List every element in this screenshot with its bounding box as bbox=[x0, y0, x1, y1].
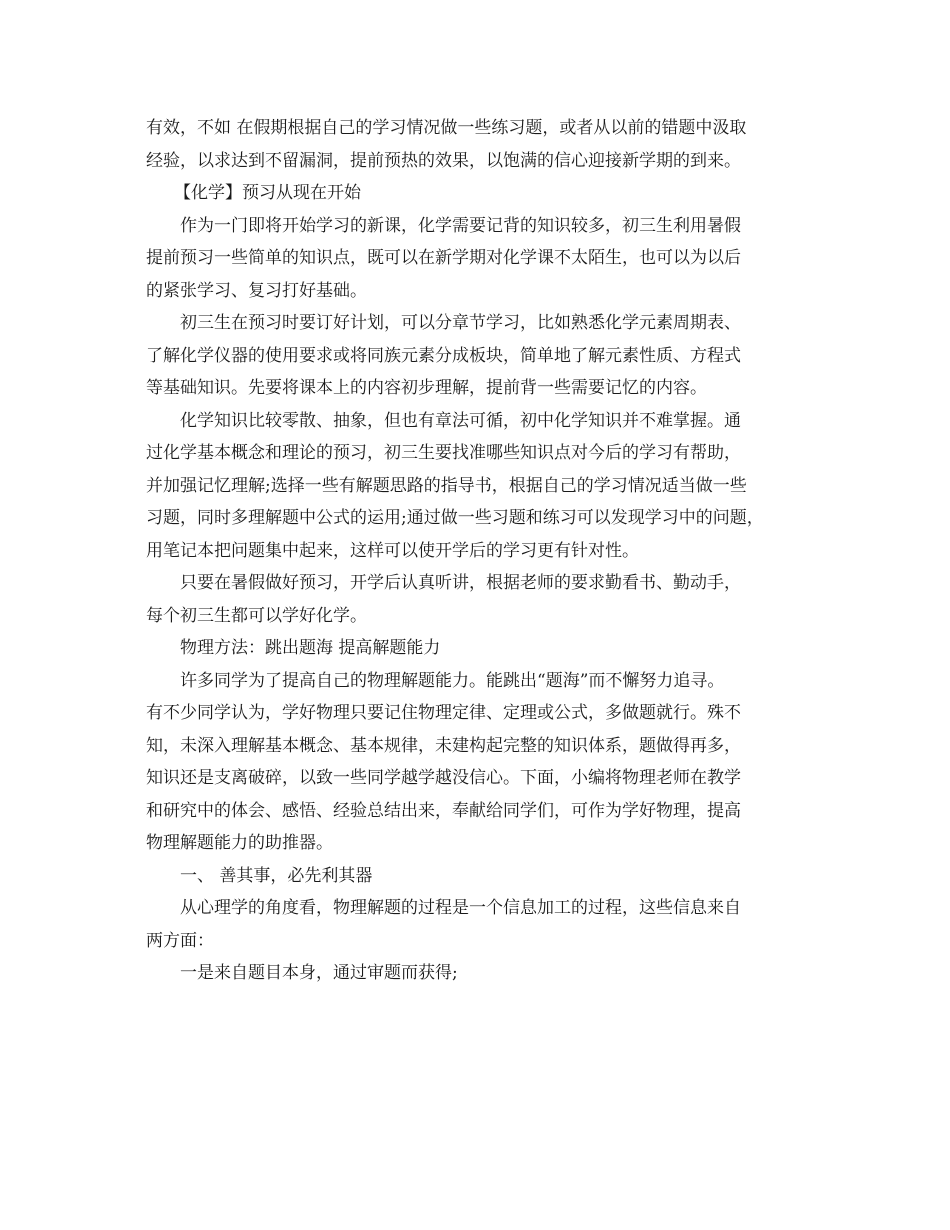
text-line: 等基础知识。先要将课本上的内容初步理解，提前背一些需要记忆的内容。 bbox=[146, 378, 707, 398]
text-line: 经验，以求达到不留漏洞，提前预热的效果，以饱满的信心迎接新学期的到来。 bbox=[146, 150, 741, 171]
text-line: 提前预习一些简单的知识点，既可以在新学期对化学课不太陌生，也可以为以后 bbox=[146, 248, 741, 268]
text-line: 并加强记忆理解;选择一些有解题思路的指导书，根据自己的学习情况适当做一些 bbox=[146, 475, 747, 496]
text-line: 一是来自题目本身，通过审题而获得; bbox=[180, 963, 458, 983]
text-line: 从心理学的角度看，物理解题的过程是一个信息加工的过程，这些信息来自 bbox=[180, 898, 741, 918]
text-line: 的紧张学习、复习打好基础。 bbox=[146, 280, 367, 301]
text-line: 习题，同时多理解题中公式的运用;通过做一些习题和练习可以发现学习中的问题， bbox=[146, 508, 764, 528]
text-line: 只要在暑假做好预习，开学后认真听讲，根据老师的要求勤看书、勤动手， bbox=[180, 573, 741, 593]
text-line: 和研究中的体会、感悟、经验总结出来，奉献给同学们，可作为学好物理，提高 bbox=[146, 800, 741, 821]
text-line: 用笔记本把问题集中起来，这样可以使开学后的学习更有针对性。 bbox=[146, 540, 639, 561]
section-heading-chemistry: 【化学】预习从现在开始 bbox=[174, 183, 361, 203]
text-line: 了解化学仪器的使用要求或将同族元素分成板块，简单地了解元素性质、方程式 bbox=[146, 345, 741, 366]
text-line: 有不少同学认为，学好物理只要记住物理定律、定理或公式，多做题就行。殊不 bbox=[146, 703, 741, 723]
text-line: 两方面： bbox=[146, 930, 214, 951]
text-line: 知识还是支离破碎，以致一些同学越学越没信心。下面，小编将物理老师在教学 bbox=[146, 768, 741, 788]
section-heading-physics: 物理方法：跳出题海 提高解题能力 bbox=[180, 638, 441, 658]
text-line: 知，未深入理解基本概念、基本规律，未建构起完整的知识体系，题做得再多， bbox=[146, 735, 741, 756]
text-line: 化学知识比较零散、抽象，但也有章法可循，初中化学知识并不难掌握。通 bbox=[180, 410, 741, 431]
text-line: 有效，不如 在假期根据自己的学习情况做一些练习题，或者从以前的错题中汲取 bbox=[146, 118, 747, 138]
text-line: 许多同学为了提高自己的物理解题能力。能跳出“题海”而不懈努力追寻。 bbox=[180, 670, 725, 691]
text-line: 每个初三生都可以学好化学。 bbox=[146, 605, 367, 626]
text-line: 初三生在预习时要订好计划，可以分章节学习，比如熟悉化学元素周期表、 bbox=[180, 313, 741, 333]
text-line: 过化学基本概念和理论的预习，初三生要找准哪些知识点对今后的学习有帮助， bbox=[146, 443, 741, 463]
document-body bbox=[146, 112, 816, 990]
numbered-heading: 一、 善其事，必先利其器 bbox=[180, 865, 373, 886]
text-line: 作为一门即将开始学习的新课，化学需要记背的知识较多，初三生利用暑假 bbox=[180, 215, 741, 236]
text-line: 物理解题能力的助推器。 bbox=[146, 833, 333, 853]
